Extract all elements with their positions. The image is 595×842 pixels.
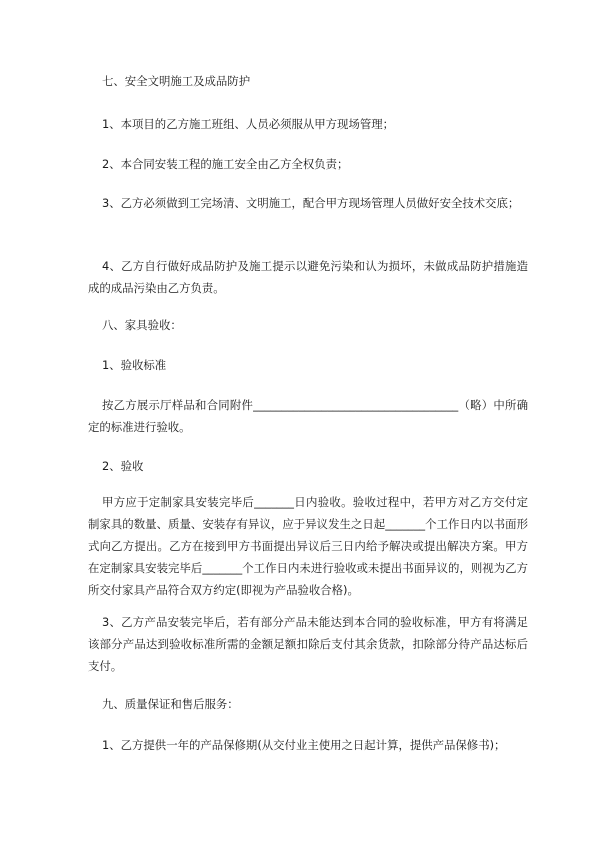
clause-8-3: 3、乙方产品安装完毕后，若有部分产品未能达到本合同的验收标准，甲方有将满足该部分产品达到验收标准所需的金额足额扣除后支付其余货款，扣除部分待产品达标后支付。 [88, 615, 528, 673]
clause-7-4: 4、乙方自行做好成品防护及施工提示以避免污染和认为损坏，未做成品防护措施造成的成品污染由乙方负责。 [88, 259, 528, 295]
section-heading-acceptance: 八、家具验收： [102, 318, 182, 332]
section-heading-warranty: 九、质量保证和售后服务： [102, 697, 239, 711]
clause-8-1-title: 1、验收标准 [102, 358, 167, 372]
clause-9-1: 1、乙方提供一年的产品保修期(从交付业主使用之日起计算，提供产品保修书)； [102, 738, 506, 752]
clause-7-2: 2、本合同安装工程的施工安全由乙方全权负责； [102, 157, 349, 171]
clause-7-3: 3、乙方必须做到工完场清、文明施工，配合甲方现场管理人员做好安全技术交底； [102, 196, 520, 210]
section-heading-safety: 七、安全文明施工及成品防护 [102, 74, 251, 88]
clause-7-1: 1、本项目的乙方施工班组、人员必须服从甲方现场管理； [102, 117, 395, 131]
clause-8-1-body: 按乙方展示厅样品和合同附件____________________________________（略）中所确定的标准进行验收。 [88, 398, 528, 434]
clause-8-2-body: 甲方应于定制家具安装完毕后_______日内验收。验收过程中，若甲方对乙方交付定制家具的数量、质量、安装存有异议，应于异议发生之日起_______个工作日内以书面形式向乙方提出。乙方在接到甲方书面提出异议后三日内给予解决或提出解决方案。甲方在定制家具安装完毕后_______个工作日内未进行验收或未提出书面异议的，则视为乙方所交付家具产品符合双方约定(即视为产品验收合格)。 [88, 495, 528, 597]
clause-8-2-title: 2、验收 [102, 459, 144, 473]
